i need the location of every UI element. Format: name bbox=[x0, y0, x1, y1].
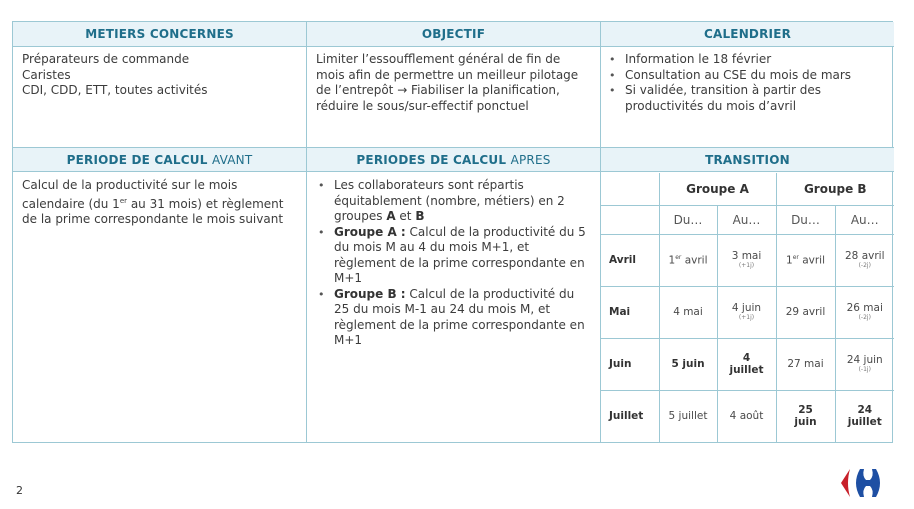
cell-b-du: 29 avril bbox=[776, 286, 835, 338]
header-calendrier: CALENDRIER bbox=[601, 22, 894, 47]
objectif-content: Limiter l’essoufflement général de fin de mois afin de permettre un meilleur pilotage de l’entrepôt → Fiabiliser la planification, réduire le sous/sur-effectif ponctuel bbox=[316, 52, 579, 113]
table-row bbox=[601, 338, 894, 390]
cell-a-au: 4 août bbox=[717, 390, 776, 442]
col-du-a: Du… bbox=[659, 205, 717, 234]
cell-b-au bbox=[835, 338, 894, 390]
value: 25 bbox=[798, 404, 813, 417]
calendrier-content bbox=[601, 47, 894, 147]
cell-b-au bbox=[835, 286, 894, 338]
page-number: 2 bbox=[16, 484, 23, 497]
group-b-label: B bbox=[415, 209, 425, 223]
avant-text-part: au 31 mois) et règlement de la prime correspondante le mois suivant bbox=[22, 196, 284, 226]
cell-b-du: 27 mai bbox=[776, 338, 835, 390]
column-3 bbox=[601, 22, 894, 442]
group-a-header: Groupe A bbox=[659, 173, 776, 205]
header-periodes-apres bbox=[307, 147, 600, 172]
col-au-a: Au… bbox=[717, 205, 776, 234]
apres-list bbox=[316, 178, 591, 349]
table-row bbox=[601, 234, 894, 286]
group-a-label: A bbox=[386, 209, 396, 223]
column-2 bbox=[307, 22, 601, 442]
text: Calcul de la productivité du 5 du mois M au 4 du mois M+1, et règlement de la prime correspondante en M+1 bbox=[334, 224, 586, 285]
corner-cell bbox=[601, 205, 659, 234]
cell-b-au bbox=[835, 234, 894, 286]
note: (-2j) bbox=[858, 314, 871, 321]
apres-item bbox=[316, 178, 591, 225]
header-normal: APRES bbox=[510, 153, 551, 167]
table-row bbox=[601, 390, 894, 442]
note: (-2j) bbox=[858, 262, 871, 269]
metiers-content bbox=[13, 47, 306, 147]
metiers-line: Caristes bbox=[22, 67, 71, 82]
avant-content bbox=[13, 173, 306, 233]
value: 28 avril bbox=[845, 250, 885, 262]
metiers-line: Préparateurs de commande bbox=[22, 52, 190, 66]
month-label: Juin bbox=[601, 338, 659, 390]
apres-item bbox=[316, 225, 591, 287]
calendrier-item: • Consultation au CSE du mois de mars bbox=[607, 68, 885, 84]
apres-content bbox=[307, 173, 600, 354]
month-label: Juillet bbox=[601, 390, 659, 442]
value: juin bbox=[794, 416, 817, 429]
cell-a-au bbox=[717, 338, 776, 390]
group-b-title: Groupe B : bbox=[334, 286, 406, 301]
month-label: Mai bbox=[601, 286, 659, 338]
note: (+1j) bbox=[738, 314, 755, 321]
value: 3 mai bbox=[731, 250, 762, 262]
value: juillet bbox=[847, 416, 882, 429]
avant-text-part: Calcul de la productivité sur le mois calendaire (du 1 bbox=[22, 178, 238, 211]
transition-table bbox=[601, 173, 894, 442]
month-label: Avril bbox=[601, 234, 659, 286]
value: 4 bbox=[742, 352, 751, 364]
header-transition: TRANSITION bbox=[601, 147, 894, 172]
header-metiers: METIERS CONCERNES bbox=[13, 22, 306, 47]
metiers-line: CDI, CDD, ETT, toutes activités bbox=[22, 83, 208, 97]
text: Calcul de la productivité du 25 du mois M-1 au 24 du mois M, et règlement de la prime correspondante en M+1 bbox=[334, 286, 585, 347]
cell-a-du: 1er avril bbox=[659, 234, 717, 286]
column-1 bbox=[13, 22, 307, 442]
cell-a-au bbox=[717, 234, 776, 286]
value: juillet bbox=[729, 364, 764, 376]
cell-a-au bbox=[717, 286, 776, 338]
calendrier-item: • Information le 18 février bbox=[607, 52, 885, 68]
col-au-b: Au… bbox=[835, 205, 894, 234]
col-du-b: Du… bbox=[776, 205, 835, 234]
avant-superscript: er bbox=[119, 196, 127, 205]
calendrier-item: • Si validée, transition à partir des productivités du mois d’avril bbox=[607, 83, 885, 114]
note: (-1j) bbox=[858, 366, 871, 373]
apres-item bbox=[316, 287, 591, 349]
group-a-title: Groupe A : bbox=[334, 224, 406, 239]
carrefour-logo-icon bbox=[838, 466, 886, 500]
text: et bbox=[395, 209, 416, 223]
header-objectif: OBJECTIF bbox=[307, 22, 600, 47]
cell-a-du: 5 juin bbox=[659, 338, 717, 390]
cell-a-du: 5 juillet bbox=[659, 390, 717, 442]
value: 4 juin bbox=[731, 302, 762, 314]
text: Les collaborateurs sont répartis équitablement (nombre, métiers) en 2 groupes bbox=[334, 178, 565, 223]
value: 26 mai bbox=[846, 302, 883, 314]
cell-a-du: 4 mai bbox=[659, 286, 717, 338]
group-b-header: Groupe B bbox=[776, 173, 894, 205]
calendrier-list bbox=[607, 52, 885, 114]
header-bold: PERIODE DE CALCUL bbox=[66, 153, 208, 167]
header-periode-avant bbox=[13, 147, 306, 172]
value: 24 juin bbox=[846, 354, 883, 366]
value: 24 bbox=[857, 404, 873, 417]
corner-cell bbox=[601, 173, 659, 205]
cell-b-du bbox=[776, 390, 835, 442]
header-normal: AVANT bbox=[211, 153, 253, 167]
note: (+1j) bbox=[738, 262, 755, 269]
header-bold: PERIODES DE CALCUL bbox=[356, 153, 507, 167]
table-row bbox=[601, 286, 894, 338]
cell-b-au bbox=[835, 390, 894, 442]
cell-b-du: 1er avril bbox=[776, 234, 835, 286]
info-table bbox=[12, 21, 893, 443]
